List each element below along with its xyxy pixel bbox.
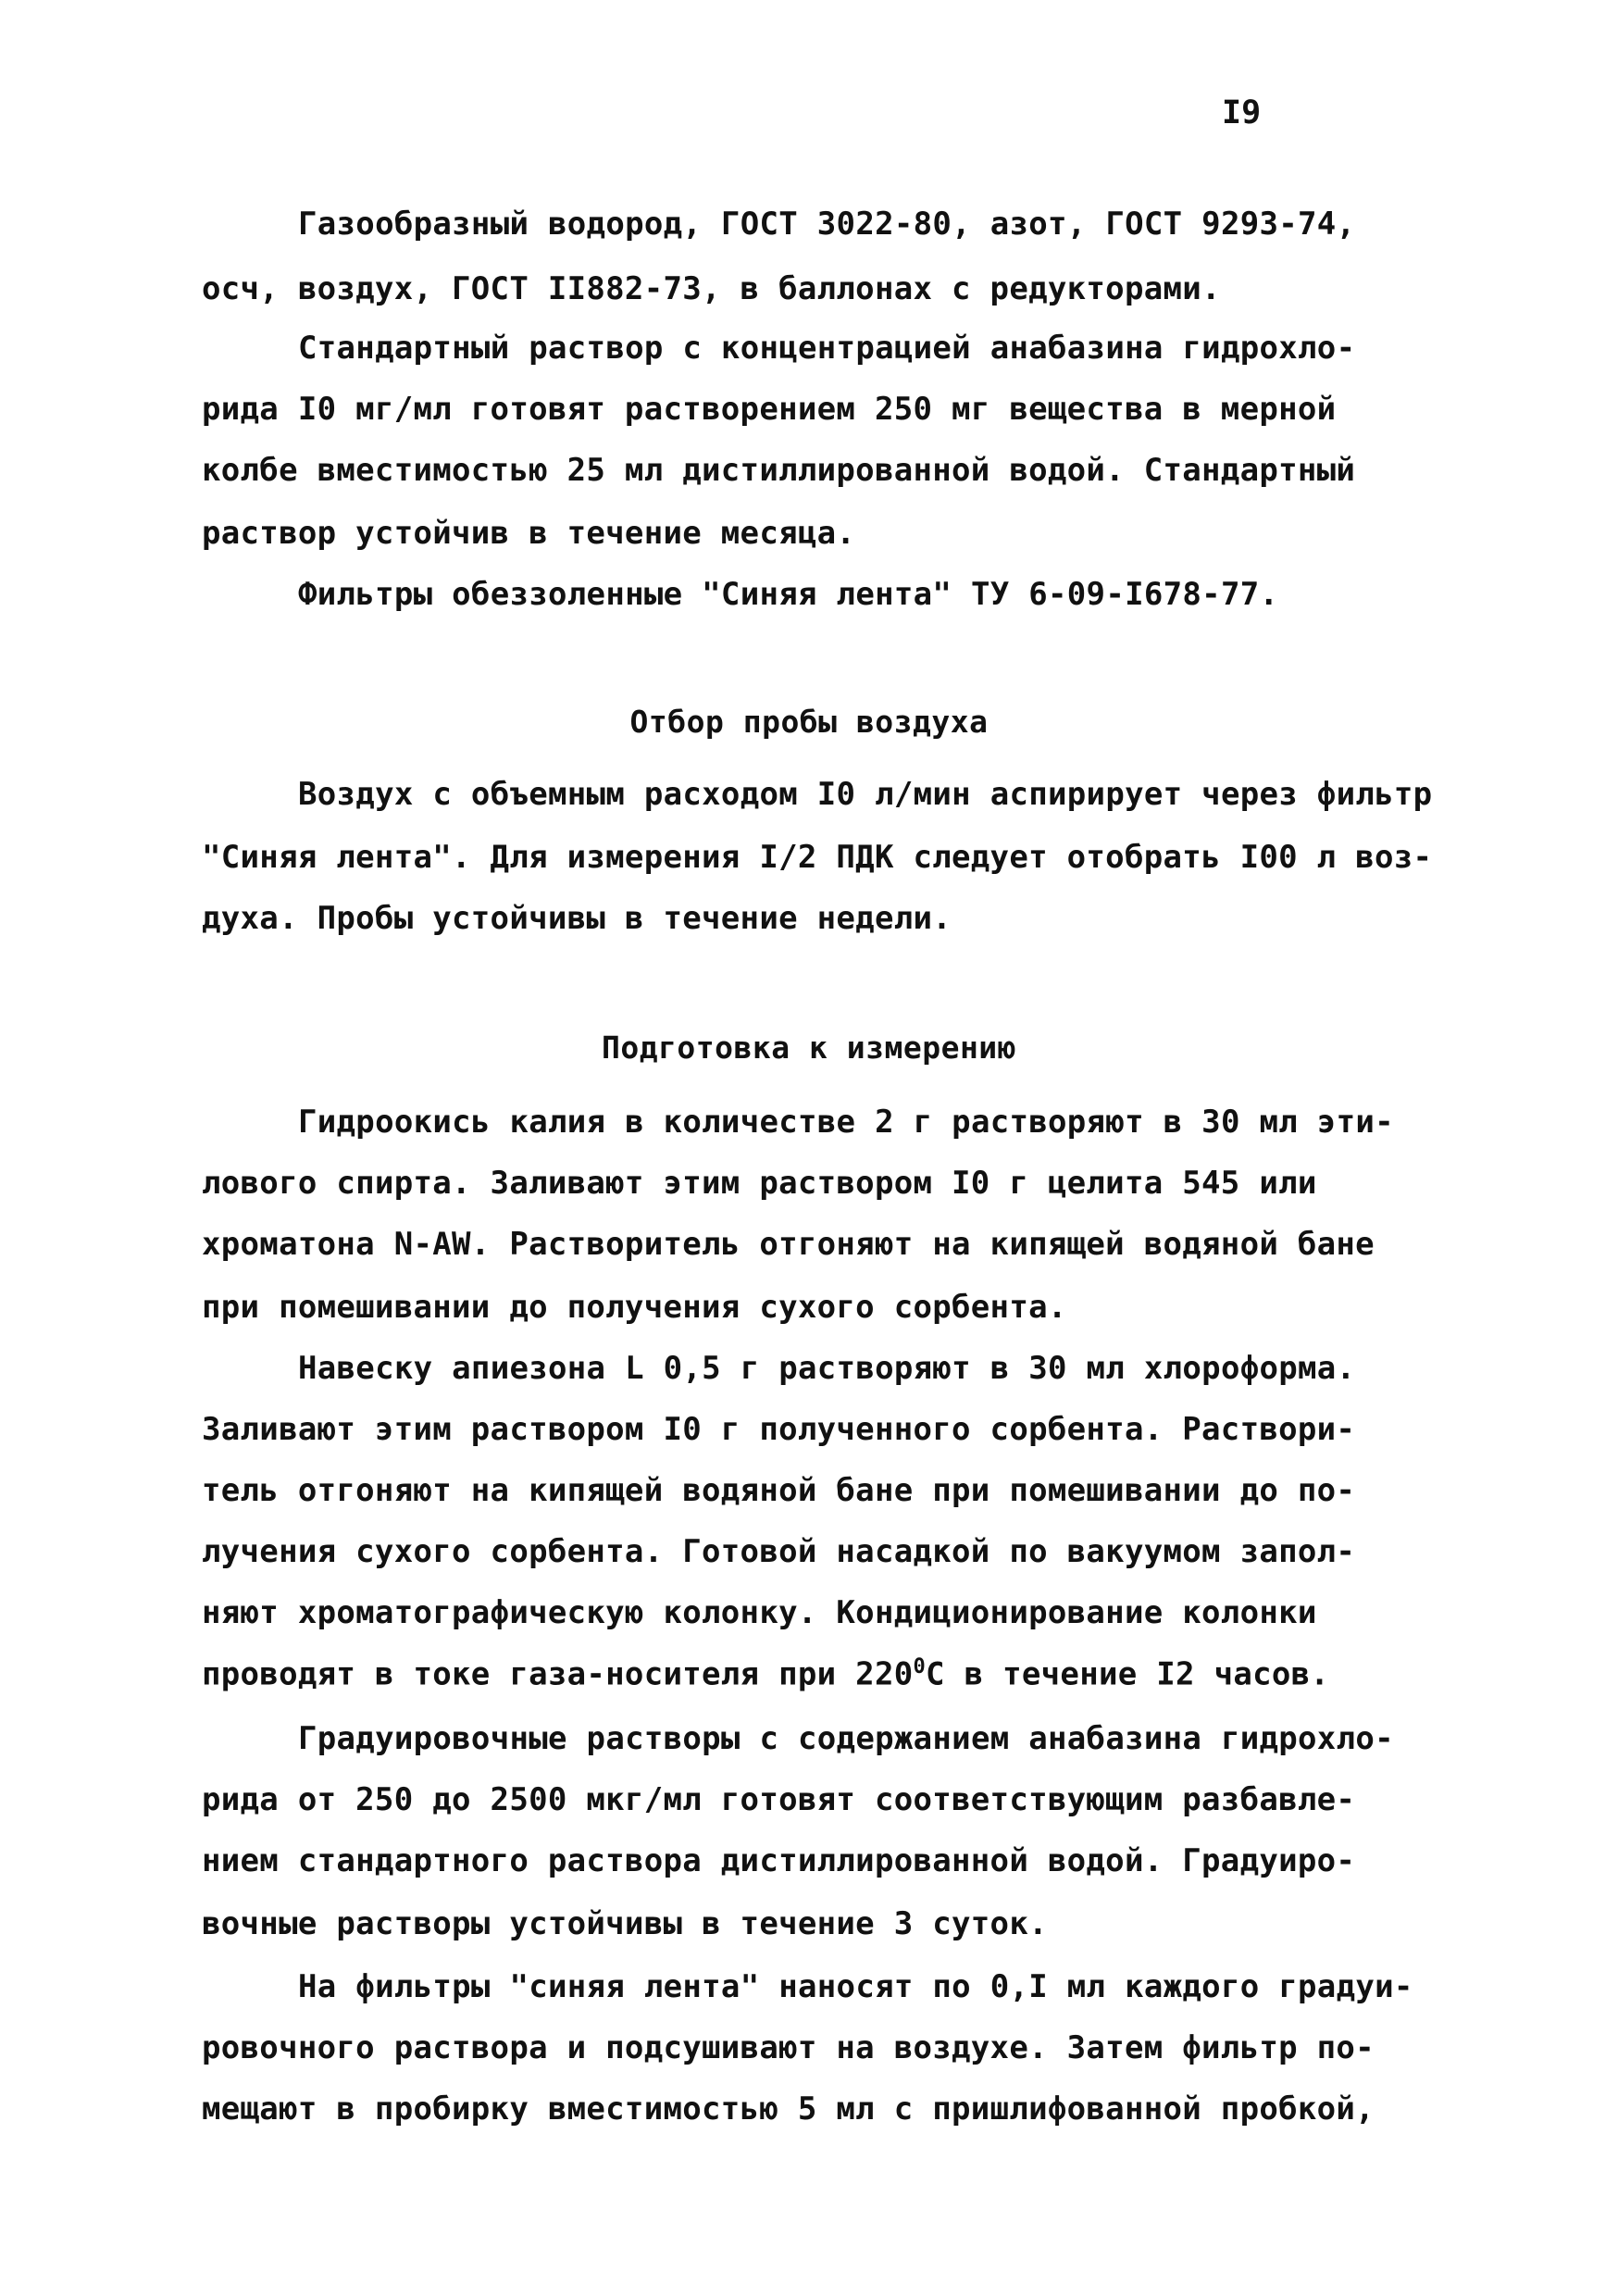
text-line: духа. Пробы устойчивы в течение недели. (202, 900, 952, 937)
section-heading-air-sampling: Отбор пробы воздуха (629, 704, 989, 740)
section-heading-measurement-preparation: Подготовка к измерению (601, 1029, 1017, 1066)
text-line: Навеску апиезона L 0,5 г растворяют в 30 мл хлороформа. (298, 1350, 1356, 1387)
text-fragment: С в течение I2 часов. (926, 1655, 1330, 1693)
text-line: Фильтры обеззоленные "Синяя лента" ТУ 6-09-I678-77. (298, 576, 1279, 613)
text-line: мещают в пробирку вместимостью 5 мл с пришлифованной пробкой, (202, 2090, 1375, 2128)
text-fragment: проводят в токе газа-носителя при 220 (202, 1655, 914, 1693)
text-line: рида I0 мг/мл готовят растворением 250 мг вещества в мерной (202, 391, 1337, 428)
degree-superscript: 0 (913, 1655, 927, 1678)
text-line: тель отгоняют на кипящей водяной бане при помешивании до по- (202, 1472, 1356, 1509)
text-line-with-degree (202, 1655, 1329, 1692)
text-line: На фильтры "синяя лента" наносят по 0,I мл каждого градуи- (298, 1968, 1413, 2005)
text-line: Заливают этим раствором I0 г полученного сорбента. Раствори- (202, 1411, 1356, 1448)
text-line: осч, воздух, ГОСТ II882-73, в баллонах с редукторами. (202, 270, 1221, 307)
text-line: лового спирта. Заливают этим раствором I0 г целита 545 или (202, 1165, 1317, 1202)
text-line: нием стандартного раствора дистиллированной водой. Градуиро- (202, 1842, 1356, 1879)
text-line: Газообразный водород, ГОСТ 3022-80, азот, ГОСТ 9293-74, (298, 206, 1356, 243)
text-line: хроматона N-AW. Растворитель отгоняют на кипящей водяной бане (202, 1226, 1375, 1263)
text-line: вочные растворы устойчивы в течение 3 суток. (202, 1905, 1048, 1942)
page-number: I9 (1222, 94, 1262, 131)
text-line: колбе вместимостью 25 мл дистиллированной водой. Стандартный (202, 452, 1356, 489)
text-line: раствор устойчив в течение месяца. (202, 515, 856, 552)
text-line: рида от 250 до 2500 мкг/мл готовят соответствующим разбавле- (202, 1781, 1356, 1818)
text-line: няют хроматографическую колонку. Кондиционирование колонки (202, 1594, 1317, 1631)
text-line: Стандартный раствор с концентрацией анабазина гидрохло- (298, 330, 1356, 367)
text-line: ровочного раствора и подсушивают на воздухе. Затем фильтр по- (202, 2029, 1375, 2066)
text-line: при помешивании до получения сухого сорбента. (202, 1289, 1067, 1326)
text-line: лучения сухого сорбента. Готовой насадкой по вакуумом запол- (202, 1533, 1356, 1570)
text-line: Гидроокись калия в количестве 2 г растворяют в 30 мл эти- (298, 1104, 1394, 1141)
text-line: Градуировочные растворы с содержанием анабазина гидрохло- (298, 1720, 1394, 1757)
text-line: "Синяя лента". Для измерения I/2 ПДК следует отобрать I00 л воз- (202, 839, 1433, 876)
text-line: Воздух с объемным расходом I0 л/мин аспирирует через фильтр (298, 776, 1433, 813)
